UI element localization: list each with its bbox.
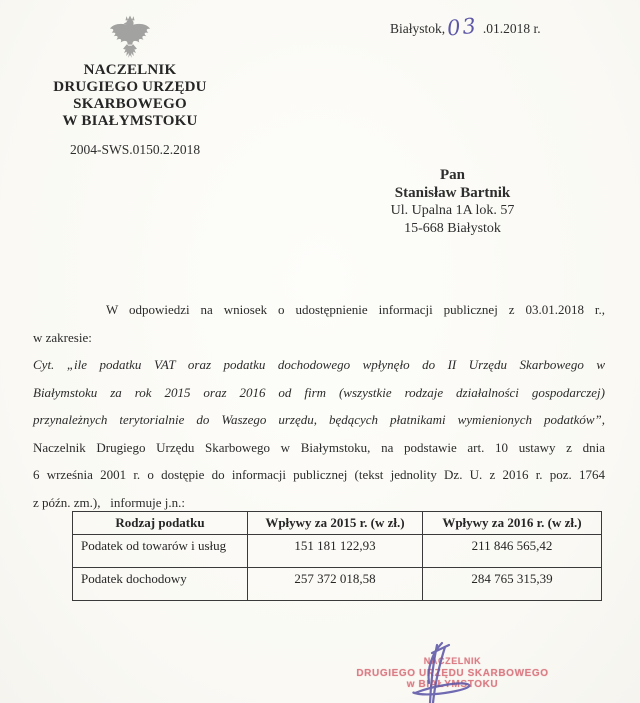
coat-of-arms-eagle-icon — [106, 12, 154, 62]
letter-body — [33, 296, 605, 516]
row-vat-2015: 151 181 122,93 — [247, 535, 422, 568]
letterhead-line-3: W BIAŁYMSTOKU — [62, 113, 198, 129]
addressee-street: Ul. Upalna 1A lok. 57 — [390, 203, 515, 218]
letterhead-line-2: DRUGIEGO URZĘDU SKARBOWEGO — [53, 79, 207, 112]
row-vat-label: Podatek od towarów i usług — [73, 535, 248, 568]
body-line: 6 września 2001 r. o dostępie do informacji publicznej (tekst jednolity Dz. U. z 2016 r. poz. 1764 — [33, 467, 605, 482]
letterhead-org-name — [5, 62, 255, 130]
addressee-name: Stanisław Bartnik — [394, 185, 511, 201]
body-line: z późn. zm.), informuje j.n.: — [33, 494, 185, 510]
reference-number: 2004-SWS.0150.2.2018 — [70, 142, 201, 157]
addressee-salutation: Pan — [439, 167, 465, 183]
row-income-2015: 257 372 018,58 — [247, 568, 422, 601]
body-line: w zakresie: — [33, 329, 92, 345]
table-header-row — [73, 512, 602, 535]
stamp-line-1: NACZELNIK — [423, 656, 482, 666]
tax-revenue-table — [72, 511, 602, 601]
addressee-city: 15-668 Białystok — [404, 221, 501, 236]
body-line: W odpowiedzi na wniosek o udostępnienie informacji publicznej z 03.01.2018 r., — [106, 302, 605, 317]
date-rest: .01.2018 r. — [482, 21, 541, 36]
row-vat-2016: 211 846 565,42 — [422, 535, 601, 568]
row-income-label: Podatek dochodowy — [73, 568, 248, 601]
date-city: Białystok, — [390, 21, 446, 36]
handwritten-day: 03 — [445, 13, 480, 41]
header-revenue-2016: Wpływy za 2016 r. (w zł.) — [422, 512, 601, 535]
stamp-line-3: w BIAŁYMSTOKU — [406, 679, 499, 690]
body-line: Cyt. „ile podatku VAT oraz podatku dochodowego wpłynęło do II Urzędu Skarbowego w — [33, 357, 605, 372]
date-line — [390, 13, 541, 41]
letterhead-line-1: NACZELNIK — [83, 62, 177, 78]
body-line: Białymstoku za rok 2015 oraz 2016 od firm (wszystkie rodzaje działalności gospodarczej) — [33, 384, 605, 400]
table-row — [73, 568, 602, 601]
table-row — [73, 535, 602, 568]
addressee-block — [330, 166, 575, 238]
header-tax-type: Rodzaj podatku — [73, 512, 248, 535]
signature-ink-icon — [385, 623, 495, 703]
header-revenue-2015: Wpływy za 2015 r. (w zł.) — [247, 512, 422, 535]
body-line: przynależnych terytorialnie do Waszego urzędu, będących płatnikami wymienionych podatków”, — [33, 412, 605, 427]
body-line: Naczelnik Drugiego Urzędu Skarbowego w Białymstoku, na podstawie art. 10 ustawy z dnia — [33, 439, 605, 455]
row-income-2016: 284 765 315,39 — [422, 568, 601, 601]
stamp-line-2: DRUGIEGO URZĘDU SKARBOWEGO — [356, 667, 549, 679]
